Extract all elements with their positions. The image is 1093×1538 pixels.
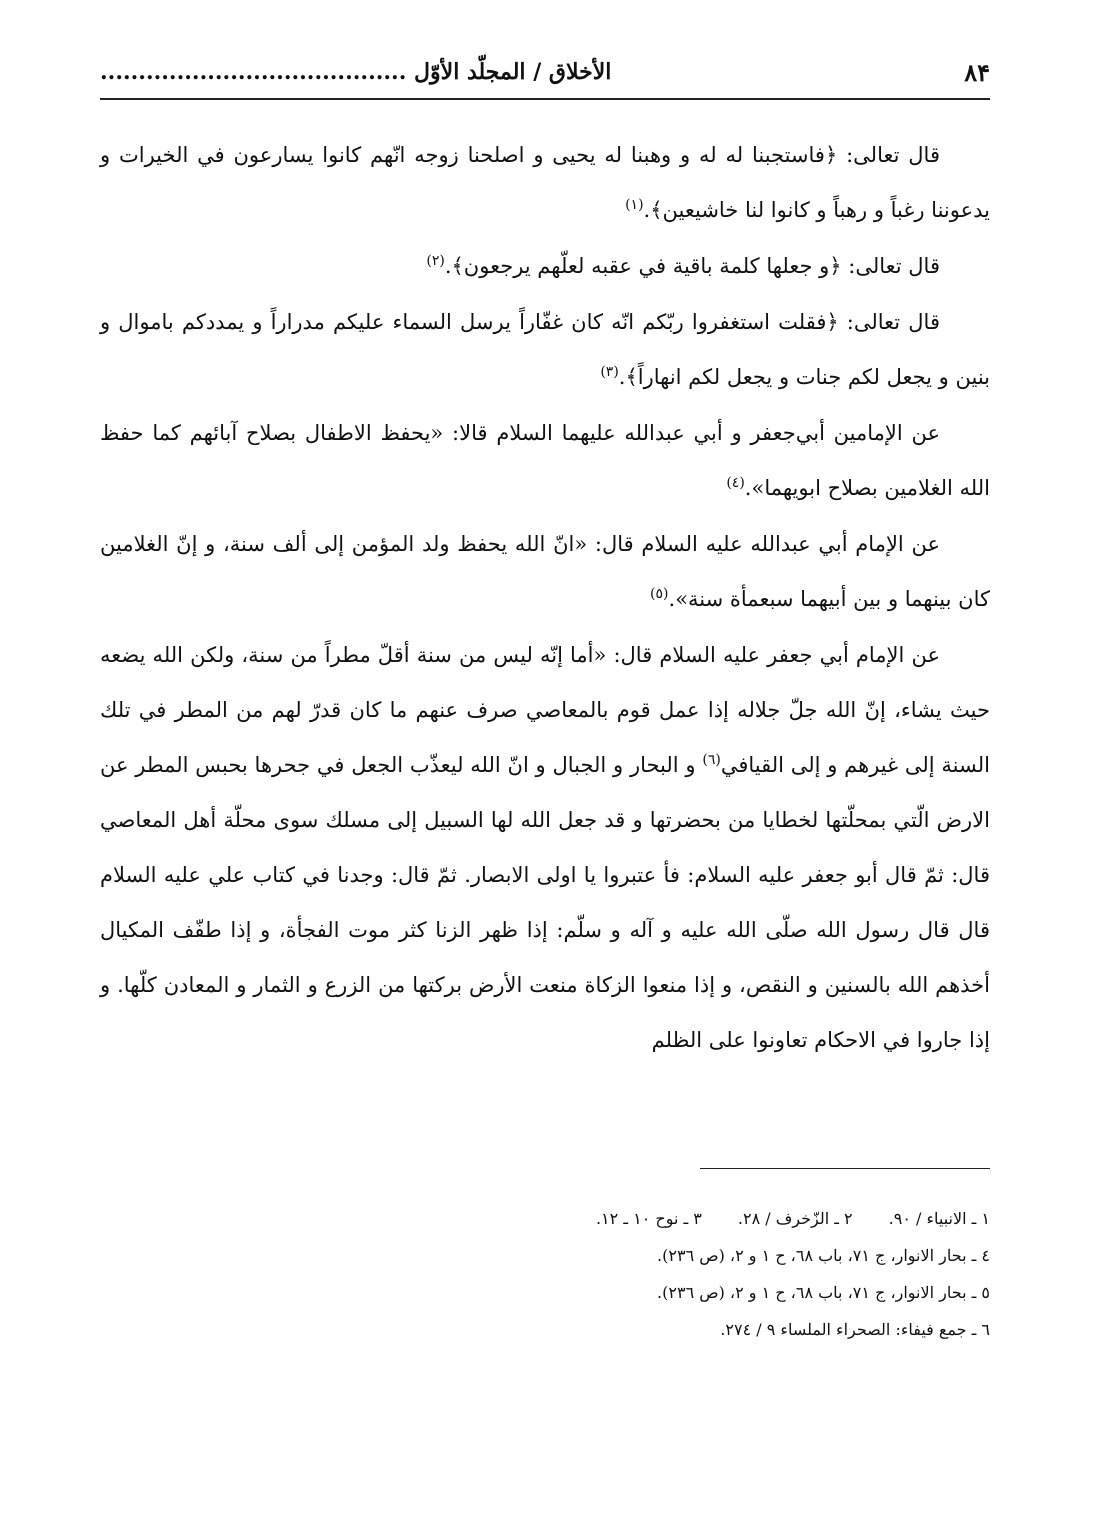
footnote-6: ٦ ـ جمع فيفاء: الصحراء الملساء ٩ / ٢٧٤. (720, 1320, 990, 1339)
paragraph-text: قال تعالى: ﴿فقلت استغفروا ربّكم انّه كان غفّاراً يرسل السماء عليكم مدراراً و يمددكم باموال و بنين و يجعل لكم جنات و يجعل لكم انهاراً﴾. (100, 310, 990, 389)
main-text (100, 128, 990, 1068)
footnote-3: ٣ ـ نوح ١٠ ـ ١٢. (595, 1209, 702, 1228)
footnote-ref: (٦) (702, 752, 721, 768)
paragraph-text: عن الإمام أبي جعفر عليه السلام قال: «أما إنّه ليس من سنة أقلّ مطراً من سنة، ولكن الله يضعه حيث يشاء، إنّ الله جلّ جلاله إذا عمل قوم بالمعاصي صرف عنهم ما كان قدرّ لهم من المطر في تلك السنة إلى غيرهم و إلى القيافي (100, 643, 990, 777)
paragraph-6 (100, 627, 990, 1068)
footnote-4: ٤ ـ بحار الانوار، ج ٧١، باب ٦٨، ح ١ و ٢، (ص ٢٣٦). (657, 1246, 990, 1265)
paragraph-2 (100, 238, 990, 294)
footnotes (390, 1200, 990, 1348)
footnote-row (390, 1200, 990, 1237)
header-rule (100, 98, 990, 100)
footnote-ref: (٥) (650, 586, 669, 602)
running-head-title: الأخلاق / المجلّد الأوّل (414, 59, 612, 85)
running-head (100, 59, 611, 85)
paragraph-text-continued: و البحار و الجبال و انّ الله ليعذّب الجعل في جحرها بحبس المطر عن الارض الّتي بمحلّتها لخطايا من بحضرتها و قد جعل الله لها السبيل إلى مسلك سوى محلّة أهل المعاصي قال: ثمّ قال أبو جعفر عليه السلام: فأ عتبروا يا اولى الابصار. ثمّ قال: وجدنا في كتاب علي عليه السلام قال قال رسول الله صلّى الله عليه و آله و سلّم: إذا ظهر الزنا كثر موت الفجأة، و إذا طفّف المكيال أخذهم الله بالسنين و النقص، و إذا منعوا الزكاة منعت الأرض بركتها من الزرع و الثمار و المعادن كلّها. و إذا جاروا في الاحكام تعاونوا على الظلم (100, 753, 990, 1052)
leader-dots: ........................................ (100, 59, 407, 85)
paragraph-4 (100, 405, 990, 516)
paragraph-1 (100, 128, 990, 238)
paragraph-5 (100, 516, 990, 627)
footnote-2: ٢ ـ الزّخرف / ٢٨. (737, 1209, 853, 1228)
footnote-ref: (١) (625, 197, 644, 213)
paragraph-text: عن الإمامين أبي‌جعفر و أبي عبدالله عليهما السلام قالا: «يحفظ الاطفال بصلاح آبائهم كما حفظ الله الغلامين بصلاح ابويهما». (100, 421, 990, 500)
page-number: ٨۴ (964, 57, 990, 87)
page-header (100, 52, 990, 92)
footnote-1: ١ ـ الانبياء / ٩٠. (888, 1209, 990, 1228)
footnote-5: ٥ ـ بحار الانوار، ج ٧١، باب ٦٨، ح ١ و ٢، (ص ٢٣٦). (657, 1283, 990, 1302)
paragraph-text: قال تعالى: ﴿فاستجبنا له له و وهبنا له يحيى و اصلحنا زوجه انّهم كانوا يسارعون في الخيرات و يدعوننا رغباً و رهباً و كانوا لنا خاشيعين﴾. (100, 143, 990, 222)
footnote-rule (700, 1168, 990, 1169)
paragraph-text: قال تعالى: ﴿و جعلها كلمة باقية في عقبه لعلّهم يرجعون﴾. (444, 254, 940, 278)
paragraph-text: عن الإمام أبي عبدالله عليه السلام قال: «انّ الله يحفظ ولد المؤمن إلى ألف سنة، و إنّ الغلامين كان بينهما و بين أبيهما سبعمأة سنة». (100, 532, 990, 611)
paragraph-3 (100, 294, 990, 405)
footnote-ref: (٢) (426, 253, 445, 269)
footnote-ref: (٣) (600, 364, 619, 380)
footnote-ref: (٤) (726, 475, 745, 491)
